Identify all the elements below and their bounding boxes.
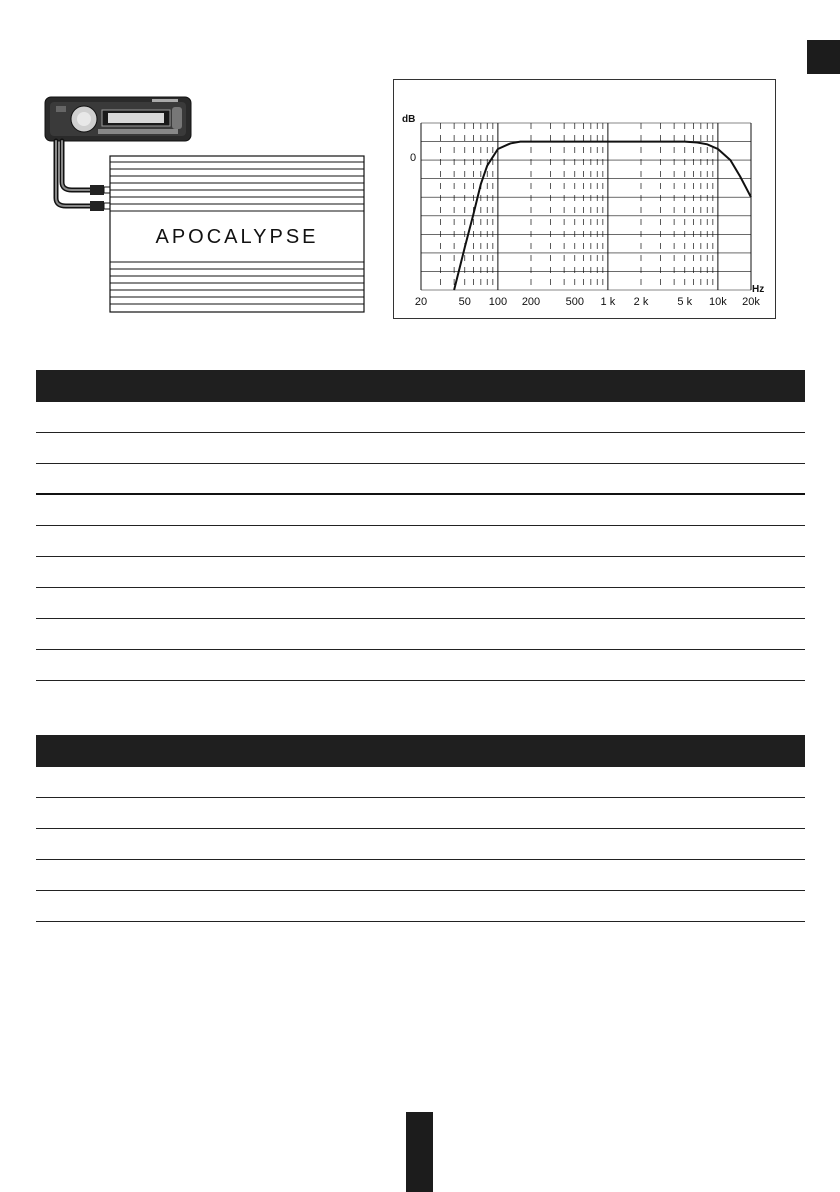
rca-cables bbox=[56, 141, 92, 206]
table-row bbox=[36, 588, 805, 619]
amplifier bbox=[110, 156, 364, 312]
table-row bbox=[36, 619, 805, 650]
table-row bbox=[36, 557, 805, 588]
table-row bbox=[36, 433, 805, 464]
table-header bbox=[36, 370, 805, 402]
x-tick-label: 20k bbox=[742, 296, 760, 308]
y-tick-label: 0 bbox=[410, 152, 417, 164]
frequency-response-chart bbox=[393, 79, 776, 319]
page-number-tab bbox=[406, 1112, 433, 1192]
spec-table-2 bbox=[36, 735, 805, 922]
table-row bbox=[36, 526, 805, 557]
rca-plugs bbox=[90, 185, 110, 211]
table-header bbox=[36, 735, 805, 767]
x-tick-label: 50 bbox=[458, 296, 471, 308]
x-tick-label: 10k bbox=[709, 296, 727, 308]
x-tick-label: 500 bbox=[565, 296, 584, 308]
spec-table-1 bbox=[36, 370, 805, 681]
chart-grid bbox=[421, 123, 751, 290]
x-axis-label: Hz bbox=[752, 284, 765, 295]
amplifier-brand: APOCALYPSE bbox=[155, 226, 319, 248]
wiring-illustration bbox=[40, 92, 370, 322]
x-tick-label: 20 bbox=[414, 296, 428, 308]
chart-svg bbox=[394, 80, 777, 320]
section-tab bbox=[807, 40, 840, 74]
table-row bbox=[36, 495, 805, 526]
x-tick-label: 200 bbox=[521, 296, 541, 308]
y-axis-label: dB bbox=[402, 114, 416, 125]
table-row bbox=[36, 650, 805, 681]
table-row bbox=[36, 798, 805, 829]
x-tick-label: 1 k bbox=[600, 296, 616, 308]
head-unit bbox=[45, 97, 191, 141]
table-row bbox=[36, 891, 805, 922]
x-tick-label: 5 k bbox=[677, 296, 693, 308]
x-tick-label: 100 bbox=[488, 296, 508, 308]
table-row bbox=[36, 402, 805, 433]
table-row bbox=[36, 829, 805, 860]
table-row bbox=[36, 860, 805, 891]
table-row bbox=[36, 464, 805, 495]
x-tick-label: 2 k bbox=[633, 296, 649, 308]
x-tick-labels bbox=[415, 296, 760, 308]
table-row bbox=[36, 767, 805, 798]
